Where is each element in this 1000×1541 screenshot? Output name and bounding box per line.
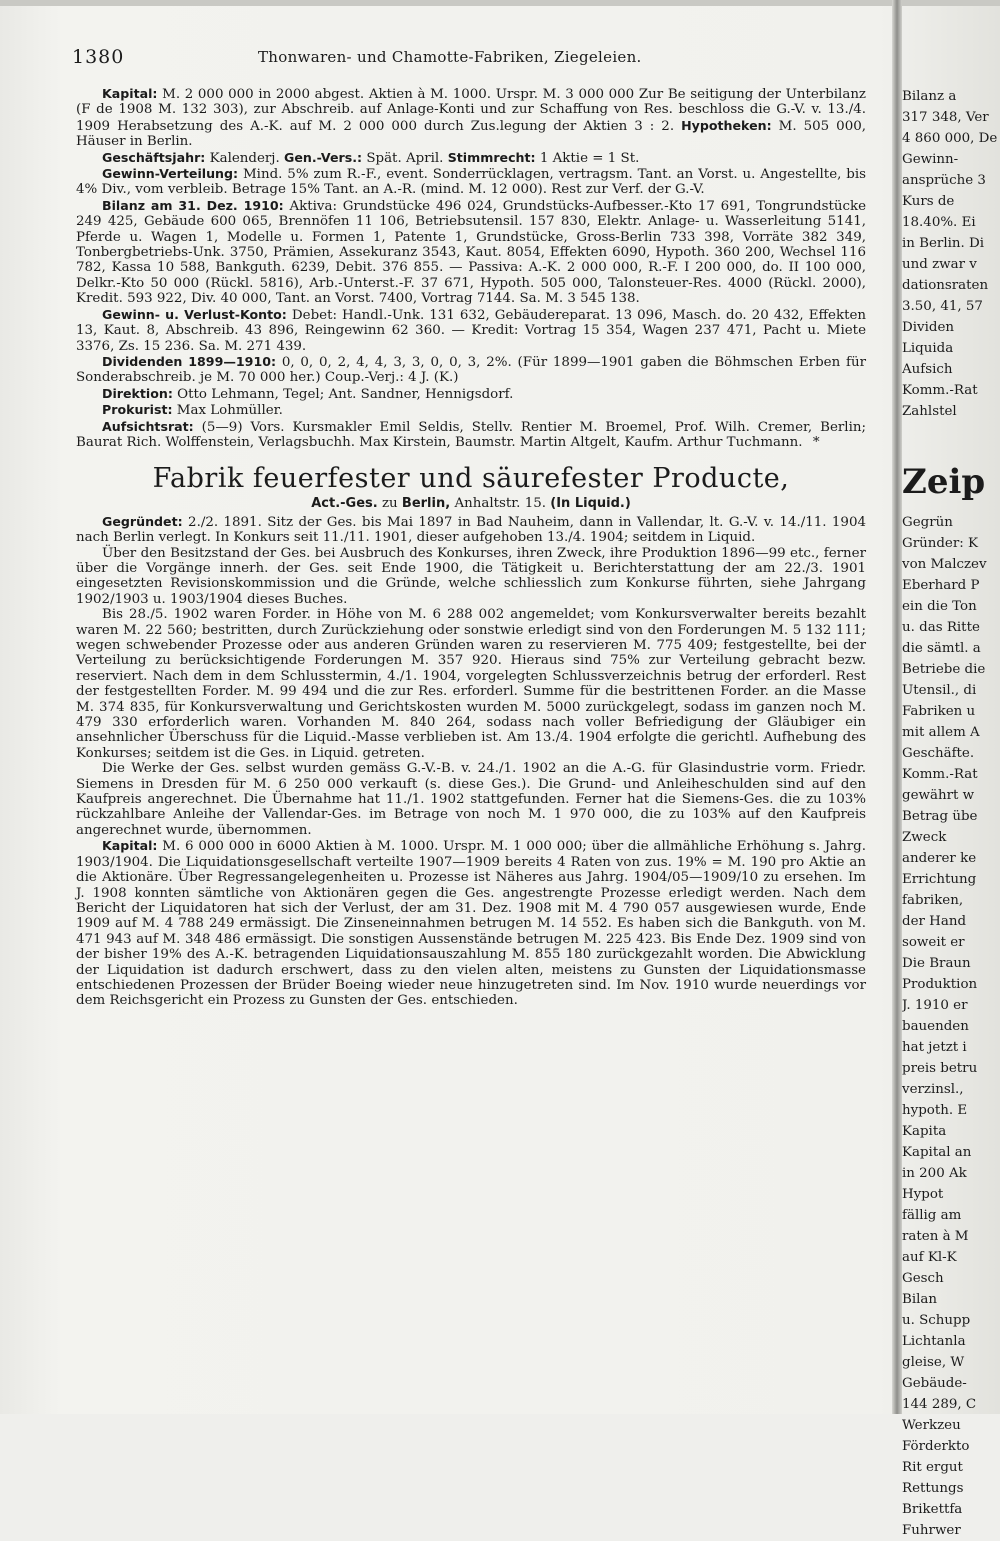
right-line: die sämtl. a <box>902 641 981 656</box>
aufsichtsrat-text: (5—9) Vors. Kursmakler Emil Seldis, Stellv. Rentier M. Broemel, Prof. Wilh. Cremer, Berlin; Baurat Rich. Wolffenstein, Verlagsbuchh. Max Kirstein, Baumstr. Martin Altgelt, Kaufm. Arthur Tuchmann. <box>76 419 866 450</box>
right-line: 144 289, C <box>902 1397 977 1412</box>
gewinnverteilung-text: Mind. 5% zum R.-F., event. Sonderrücklagen, vertragsm. Tant. an Vorst. u. Angestellte, bis 4% Div., vom verbleib. Betrage 15% Tant. an A.-R. (mind. M. 12 000). Rest zur Verf. der G.-V. <box>76 167 866 198</box>
right-line: Dividen <box>902 320 954 335</box>
right-line: Kapital an <box>902 1145 972 1160</box>
right-line: bauenden <box>902 1019 969 1034</box>
genvers-label: Gen.-Vers.: <box>283 149 363 165</box>
stimmrecht-text: 1 Aktie = 1 St. <box>539 150 640 166</box>
forderungen-paragraph: Bis 28./5. 1902 waren Forder. in Höhe von M. 6 288 002 angemeldet; vom Konkursverwalter bereits bezahlt waren M. 22 560; bestritten, durch Zurückziehung oder sonstwie erledigt sind von den Forderungen M. 5 132 111; wegen schwebender Prozesse oder aus anderen Gründen waren zu reservieren M. 775 409; festgestellte, bei der Verteilung zu berücksichtigende Forderungen M. 357 920. Hieraus sind 75% zur Verteilung gebracht bezw. reserviert. Nach dem in dem Schlusstermin, 4./1. 1904, vorgelegten Schlussverzeichnis betrug der erforderl. Rest der festgestellten Forder. M. 99 494 und die zur Res. erforderl. Summe für die bestrittenen Forder. an die Masse M. 374 835, für Konkursverwaltung und Gerichtskosten wurden M. 5000 zurückgelegt, sodass im ganzen noch M. 479 330 erforderlich waren. Vorhanden M. 840 264, sodass nach voller Befriedigung der Gläubiger ein ansehnlicher Überschuss für die Liquid.-Masse verblieben ist. Am 13./4. 1904 erfolgte die gerichtl. Aufhebung des Konkurses; seitdem ist die Ges. in Liquid. getreten. <box>76 607 866 761</box>
right-line: Eberhard P <box>902 578 980 593</box>
right-line: Errichtung <box>902 872 977 887</box>
right-line: Utensil., di <box>902 683 977 698</box>
entry-end-star: * <box>812 434 820 450</box>
right-line: Hypot <box>902 1187 944 1202</box>
besitzstand-paragraph: Über den Besitzstand der Ges. bei Ausbruch des Konkurses, ihren Zweck, ihre Produktion 1896—99 etc., ferner über die Vorgänge innerh. der Ges. seit Ende 1900, die Tätigkeit u. Berichterstattung der am 22./3. 1901 eingesetzten Revisionskommission und die Gründe, welche schliesslich zum Konkurse führten, siehe Jahrgang 1902/1903 u. 1903/1904 dieses Buches. <box>76 545 866 607</box>
right-line: 4 860 000, De <box>902 131 998 146</box>
gewinnverteilung-paragraph <box>76 166 866 198</box>
right-line: gewährt w <box>902 788 975 803</box>
geschaeftsjahr-paragraph <box>76 150 866 166</box>
kapital2-text: M. 6 000 000 in 6000 Aktien à M. 1000. Urspr. M. 1 000 000; über die allmähliche Erhöhung s. Jahrg. 1903/1904. Die Liquidationsgesellschaft verteilte 1907—1909 bereits 4 Raten von zus. 19% = M. 190 pro Aktie an die Aktionäre. Über Regressangelegenheiten u. Prozesse ist Näheres aus Jahrg. 1904/05—1909/10 zu ersehen. Im J. 1908 konnten sämtliche von Aktionären gegen die Ges. angestrengte Prozesse erledigt werden. Nach dem Bericht der Liquidatoren hat sich der Verlust, der am 31. Dez. 1908 mit M. 4 790 057 ausgewiesen wurde, Ende 1909 auf M. 4 788 249 ermässigt. Die Zinseneinnahmen betrugen M. 14 552. Es haben sich die Bankguth. von M. 471 943 auf M. 348 486 ermässigt. Die sonstigen Aussenstände betrugen M. 225 423. Bis Ende Dez. 1909 sind von der bisher 19% des A.-K. betragenden Liquidationsauszahlung M. 855 180 zurückgezahlt worden. Die Abwicklung der Liquidation ist dadurch erschwert, dass zu den vielen alten, meistens zu Gunsten der Liquidationsmasse entschiedenen Prozessen der Brüder Boeing wieder neue hinzugetreten sind. Im Nov. 1910 wurde neuerdings vor dem Reichsgericht ein Prozess zu Gunsten der Ges. entschieden. <box>76 839 866 1009</box>
right-line: Zweck <box>902 830 947 845</box>
company-subtitle <box>76 496 866 511</box>
subtitle-status: (In Liquid.) <box>550 496 631 512</box>
right-line: J. 1910 er <box>902 998 968 1013</box>
right-line: Komm.-Rat <box>902 383 978 398</box>
right-line: u. Schupp <box>902 1313 971 1328</box>
guv-paragraph <box>76 307 866 354</box>
right-line: fabriken, <box>902 893 964 908</box>
right-line: verzinsl., <box>902 1082 964 1097</box>
right-line: Aufsich <box>902 362 953 377</box>
dividenden-label: Dividenden 1899—1910: <box>102 353 277 369</box>
subtitle-city: Berlin, <box>401 496 451 512</box>
guv-text: Debet: Handl.-Unk. 131 632, Gebäudereparat. 13 096, Masch. do. 20 432, Effekten 13, Kaut. 8, Abschreib. 43 896, Reingewinn 62 360. — Kredit: Vortrag 15 354, Wagen 237 471, Pacht u. Miete 3376, Zs. 15 236. Sa. M. 271 439. <box>76 307 866 354</box>
hypotheken-label: Hypotheken: <box>681 117 772 133</box>
right-line: 3.50, 41, 57 <box>902 299 983 314</box>
right-line: Zahlstel <box>902 404 957 419</box>
aufsichtsrat-paragraph <box>76 419 866 451</box>
dividenden-paragraph <box>76 354 866 386</box>
right-line: in 200 Ak <box>902 1166 967 1181</box>
right-line: preis betru <box>902 1061 978 1076</box>
hypotheken-text: M. 505 000, Häuser in Berlin. <box>76 118 866 150</box>
right-line: hypoth. E <box>902 1103 968 1118</box>
prokurist-text: Max Lohmüller. <box>176 403 283 419</box>
right-line: Komm.-Rat <box>902 767 978 782</box>
right-line: soweit er <box>902 935 965 950</box>
subtitle-zu: zu <box>381 496 398 512</box>
kapital2-label: Kapital: <box>102 838 158 854</box>
subtitle-address: Anhaltstr. 15. <box>454 496 546 512</box>
right-line: Gründer: K <box>902 536 979 551</box>
right-line: Die Braun <box>902 956 971 971</box>
right-line: Bilanz a <box>902 89 957 104</box>
aufsichtsrat-label: Aufsichtsrat: <box>102 418 194 434</box>
right-line: in Berlin. Di <box>902 236 985 251</box>
right-line: raten à M <box>902 1229 969 1244</box>
right-line: Förderkto <box>902 1439 970 1454</box>
gegruendet-label: Gegründet: <box>102 513 183 529</box>
right-line: Rettungs <box>902 1481 964 1496</box>
main-column <box>76 86 866 1009</box>
right-line: Lichtanla <box>902 1334 966 1349</box>
bilanz-text: Aktiva: Grundstücke 496 024, Grundstücks-Aufbesser.-Kto 17 691, Tongrundstücke 249 425, Gebäude 600 065, Brennöfen 11 106, Betriebsutensil. 157 830, Elektr. Anlage- u. Wasserleitung 5141, Pferde u. Wagen 1, Modelle u. Formen 1, Patente 1, Grundstücke, Gross-Berlin 733 398, Vorräte 382 349, Tonbergbetriebs-Unk. 3750, Prämien, Assekuranz 3543, Kaut. 8054, Effekten 6090, Hypoth. 360 200, Wechsel 116 782, Kassa 10 588, Bankguth. 6239, Debit. 376 855. — Passiva: A.-K. 2 000 000, R.-F. I 200 000, do. II 100 000, Delkr.-Kto 50 000 (Rückl. 5816), Arb.-Unterst.-F. 37 671, Hypoth. 505 000, Talonsteuer-Res. 4000 (Rückl. 2000), Kredit. 593 922, Div. 40 000, Tant. an Vorst. 7400, Vortrag 7144. Sa. M. 3 545 138. <box>76 198 866 307</box>
page-fold-shadow <box>892 0 902 1414</box>
company-title: Fabrik feuerfester und säurefester Producte, <box>152 463 790 495</box>
right-line: und zwar v <box>902 257 977 272</box>
direktion-label: Direktion: <box>102 385 173 401</box>
right-line: gleise, W <box>902 1355 965 1370</box>
right-line: Brikettfa <box>902 1502 963 1517</box>
adjacent-page-column <box>902 86 1000 1541</box>
right-line: mit allem A <box>902 725 980 740</box>
right-line: Betrag übe <box>902 809 978 824</box>
prokurist-paragraph <box>76 402 866 418</box>
right-line: u. das Ritte <box>902 620 980 635</box>
right-line: Gewinn- <box>902 152 959 167</box>
gegruendet-paragraph <box>76 514 866 546</box>
page-header <box>72 46 882 70</box>
prokurist-label: Prokurist: <box>102 402 173 418</box>
gegruendet-text: 2./2. 1891. Sitz der Ges. bis Mai 1897 in Bad Nauheim, dann in Vallendar, lt. G.-V. v. 14./11. 1904 nach Berlin verlegt. In Konkurs seit 11./11. 1901, dieser aufgehoben 13./4. 1904; seitdem in Liquid. <box>76 514 866 546</box>
right-line: Fuhrwer <box>902 1523 961 1538</box>
right-line: Gesch <box>902 1271 944 1286</box>
kapital-text: M. 2 000 000 in 2000 abgest. Aktien à M. 1000. Urspr. M. 3 000 000 Zur Be seitigung der Unterbilanz (F de 1908 M. 132 303), zur Abschreib. auf Anlage-Konti und zur Schaffung von Res. beschloss die G.-V. v. 13./4. 1909 Herabsetzung des A.-K. auf M. 2 000 000 durch Zus.legung der Aktien 3 : 2. <box>76 87 866 134</box>
right-line: Produktion <box>902 977 978 992</box>
dividenden-text: 0, 0, 0, 2, 4, 4, 3, 3, 0, 0, 3, 2%. (Für 1899—1901 gaben die Böhmschen Erben für Sonderabschreib. je M. 70 000 her.) Coup.-Verj.: 4 J. (K.) <box>76 354 866 386</box>
right-line: Kapita <box>902 1124 947 1139</box>
bilanz-label: Bilanz am 31. Dez. 1910: <box>102 197 284 213</box>
right-line: der Hand <box>902 914 967 929</box>
bilanz-paragraph <box>76 198 866 307</box>
right-line: ein die Ton <box>902 599 977 614</box>
page-number: 1380 <box>72 46 125 68</box>
werke-paragraph: Die Werke der Ges. selbst wurden gemäss G.-V.-B. v. 24./1. 1902 an die A.-G. für Glasindustrie vorm. Friedr. Siemens in Dresden für M. 6 250 000 verkauft (s. diese Ges.). Die Grund- und Anleiheschulden sind auf den Kaufpreis angerechnet. Die Übernahme hat 11./1. 1902 stattgefunden. Ferner hat die Siemens-Ges. die zu 103% rückzahlbare Anleihe der Vallendar-Ges. im Betrage von noch M. 1 970 000, die zu 103% auf den Kaufpreis angerechnet wurde, übernommen. <box>76 761 866 838</box>
kapital2-paragraph <box>76 838 866 1008</box>
right-line: Geschäfte. <box>902 746 975 761</box>
scan-edge <box>0 0 1000 6</box>
right-line: von Malczev <box>902 557 987 572</box>
right-line: Rit ergut <box>902 1460 963 1475</box>
right-line: 317 348, Ver <box>902 110 989 125</box>
genvers-text: Spät. April. <box>366 150 444 166</box>
right-line: Kurs de <box>902 194 955 209</box>
right-line: Werkzeu <box>902 1418 961 1433</box>
right-line: Betriebe die <box>902 662 986 677</box>
geschaeftsjahr-text: Kalenderj. <box>209 150 280 166</box>
right-line: Liquida <box>902 341 954 356</box>
right-line: anderer ke <box>902 851 977 866</box>
right-line: dationsraten <box>902 278 989 293</box>
right-line: Gebäude- <box>902 1376 967 1391</box>
stimmrecht-label: Stimmrecht: <box>447 149 536 165</box>
right-line: auf Kl-K <box>902 1250 957 1265</box>
right-line: ansprüche 3 <box>902 173 986 188</box>
right-line: Bilan <box>902 1292 938 1307</box>
subtitle-ag: Act.-Ges. <box>311 496 378 512</box>
gewinnverteilung-label: Gewinn-Verteilung: <box>102 166 239 182</box>
kapital-label: Kapital: <box>102 86 158 101</box>
right-line: hat jetzt i <box>902 1040 967 1055</box>
right-line: Fabriken u <box>902 704 976 719</box>
direktion-paragraph <box>76 386 866 402</box>
running-head: Thonwaren- und Chamotte-Fabriken, Ziegeleien. <box>258 48 642 66</box>
right-line: fällig am <box>902 1208 962 1223</box>
direktion-text: Otto Lehmann, Tegel; Ant. Sandner, Hennigsdorf. <box>177 386 514 402</box>
right-line: 18.40%. Ei <box>902 215 976 230</box>
kapital-paragraph <box>76 86 866 150</box>
geschaeftsjahr-label: Geschäftsjahr: <box>102 149 206 165</box>
right-line: Gegrün <box>902 515 953 530</box>
right-heading: Zeip <box>902 462 986 502</box>
guv-label: Gewinn- u. Verlust-Konto: <box>102 306 287 322</box>
